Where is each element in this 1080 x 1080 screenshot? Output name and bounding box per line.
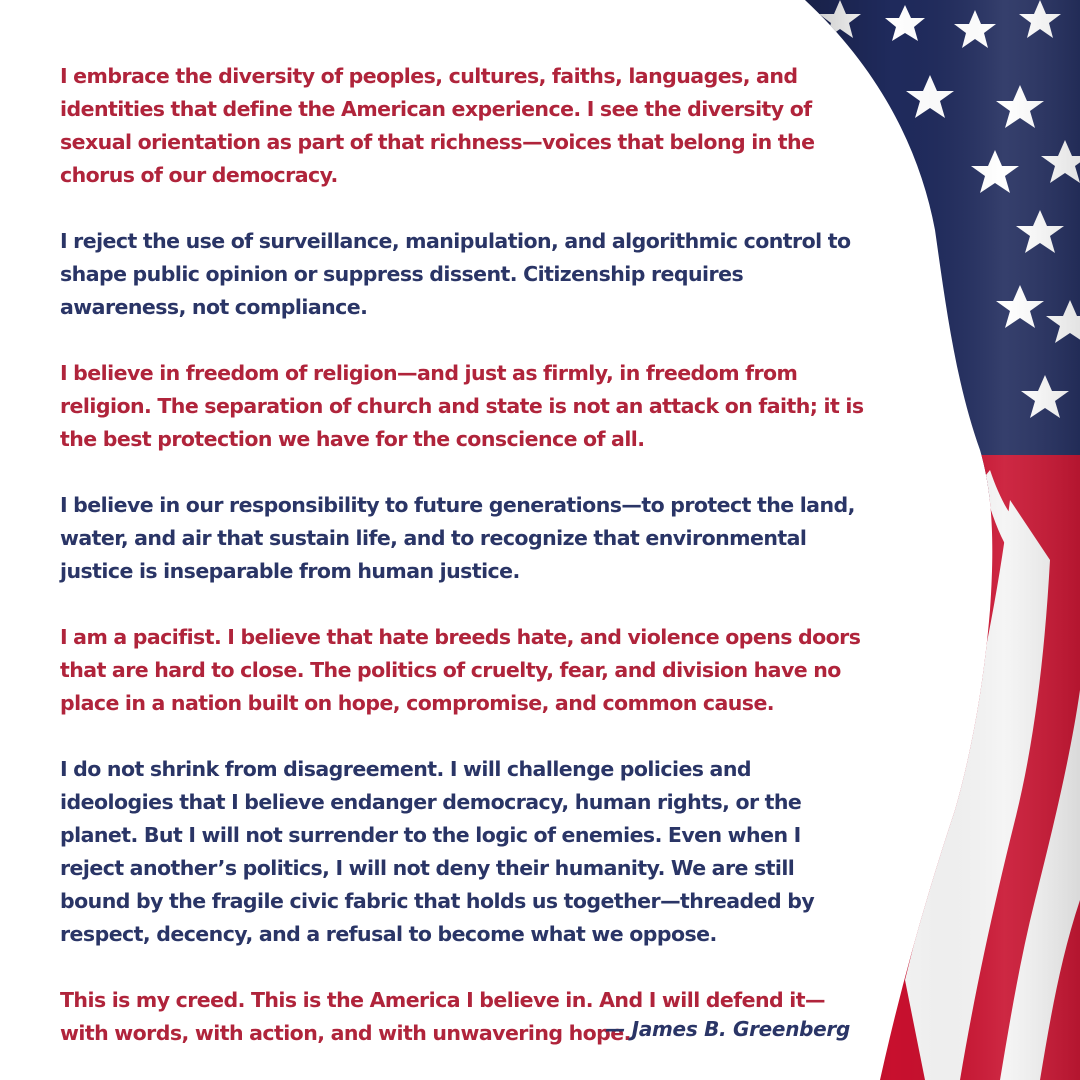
creed-paragraph: I believe in our responsibility to future generations—to protect the land, water, and air that sustain life, and to recognize that environmental justice is inseparable from human justice. xyxy=(60,493,855,583)
creed-paragraph: I reject the use of surveillance, manipulation, and algorithmic control to shape public opinion or suppress dissent. Citizenship requires awareness, not compliance. xyxy=(60,229,851,319)
creed-paragraph: I believe in freedom of religion—and just as firmly, in freedom from religion. The separation of church and state is not an attack on faith; it is the best protection we have for the conscience of all. xyxy=(60,361,864,451)
creed-paragraph: I embrace the diversity of peoples, cultures, faiths, languages, and identities that define the American experience. I see the diversity of sexual orientation as part of that richness—voices that belong in the chorus of our democracy. xyxy=(60,64,815,187)
creed-paragraph: This is my creed. This is the America I believe in. And I will defend it—with words, with action, and with unwavering hope. xyxy=(60,988,825,1045)
author-signature: — James B. Greenberg xyxy=(605,1017,850,1041)
creed-text xyxy=(60,60,870,1080)
creed-paragraph: I do not shrink from disagreement. I will challenge policies and ideologies that I believe endanger democracy, human rights, or the planet. But I will not surrender to the logic of enemies. Even when I reject another’s politics, I will not deny their humanity. We are still bound by the fragile civic fabric that holds us together—threaded by respect, decency, and a refusal to become what we oppose. xyxy=(60,757,815,946)
creed-paragraph: I am a pacifist. I believe that hate breeds hate, and violence opens doors that are hard to close. The politics of cruelty, fear, and division have no place in a nation built on hope, compromise, and common cause. xyxy=(60,625,861,715)
